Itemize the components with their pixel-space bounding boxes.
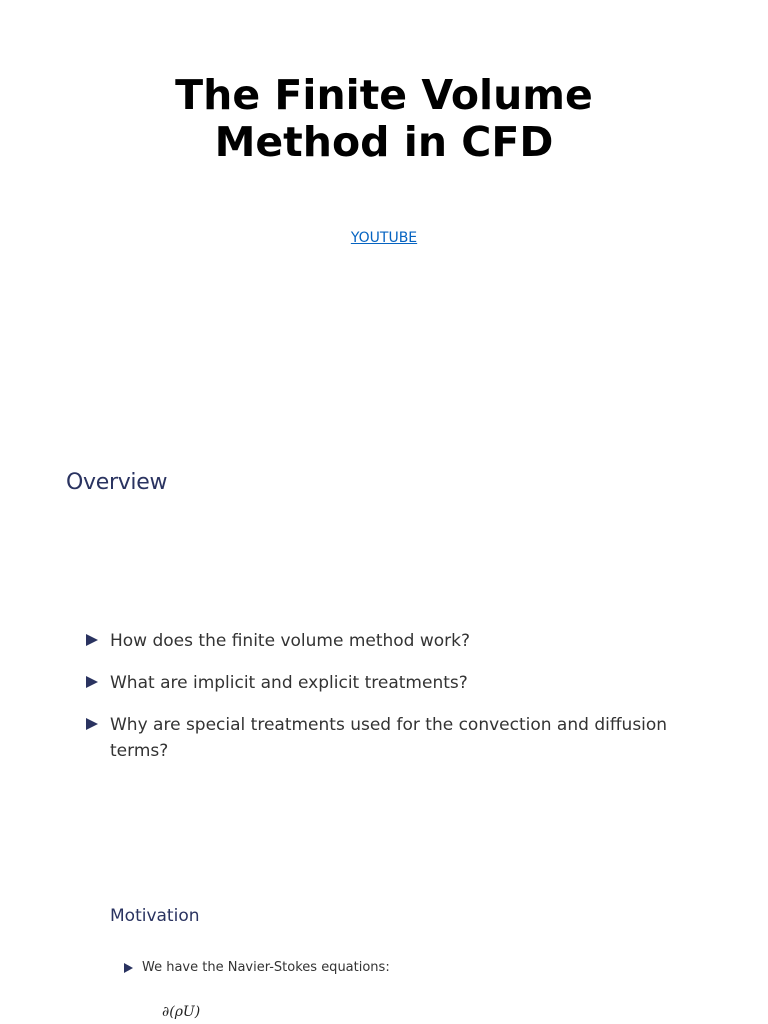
youtube-link[interactable]: YOUTUBE <box>350 230 418 246</box>
document-title-line-2: Method in CFD <box>214 118 554 166</box>
triangle-bullet-icon <box>124 963 133 973</box>
youtube-link-container <box>0 230 768 246</box>
list-item <box>86 712 706 764</box>
list-item <box>86 628 706 654</box>
bullet-text: How does the finite volume method work? <box>110 631 471 651</box>
bullet-text: Why are special treatments used for the convection and diffusion terms? <box>110 715 668 761</box>
overview-bullet-list <box>86 628 706 780</box>
triangle-bullet-icon <box>86 676 98 688</box>
triangle-bullet-icon <box>86 634 98 646</box>
navier-stokes-equation: ∂(ρU) <box>162 1004 201 1020</box>
bullet-text: What are implicit and explicit treatments? <box>110 673 468 693</box>
overview-heading: Overview <box>66 470 168 495</box>
document-title-line-1: The Finite Volume <box>175 71 593 119</box>
motivation-bullet-text: We have the Navier-Stokes equations: <box>142 960 390 975</box>
motivation-bullet <box>124 958 390 978</box>
motivation-heading: Motivation <box>110 906 200 926</box>
document-title <box>0 72 768 166</box>
list-item <box>86 670 706 696</box>
triangle-bullet-icon <box>86 718 98 730</box>
